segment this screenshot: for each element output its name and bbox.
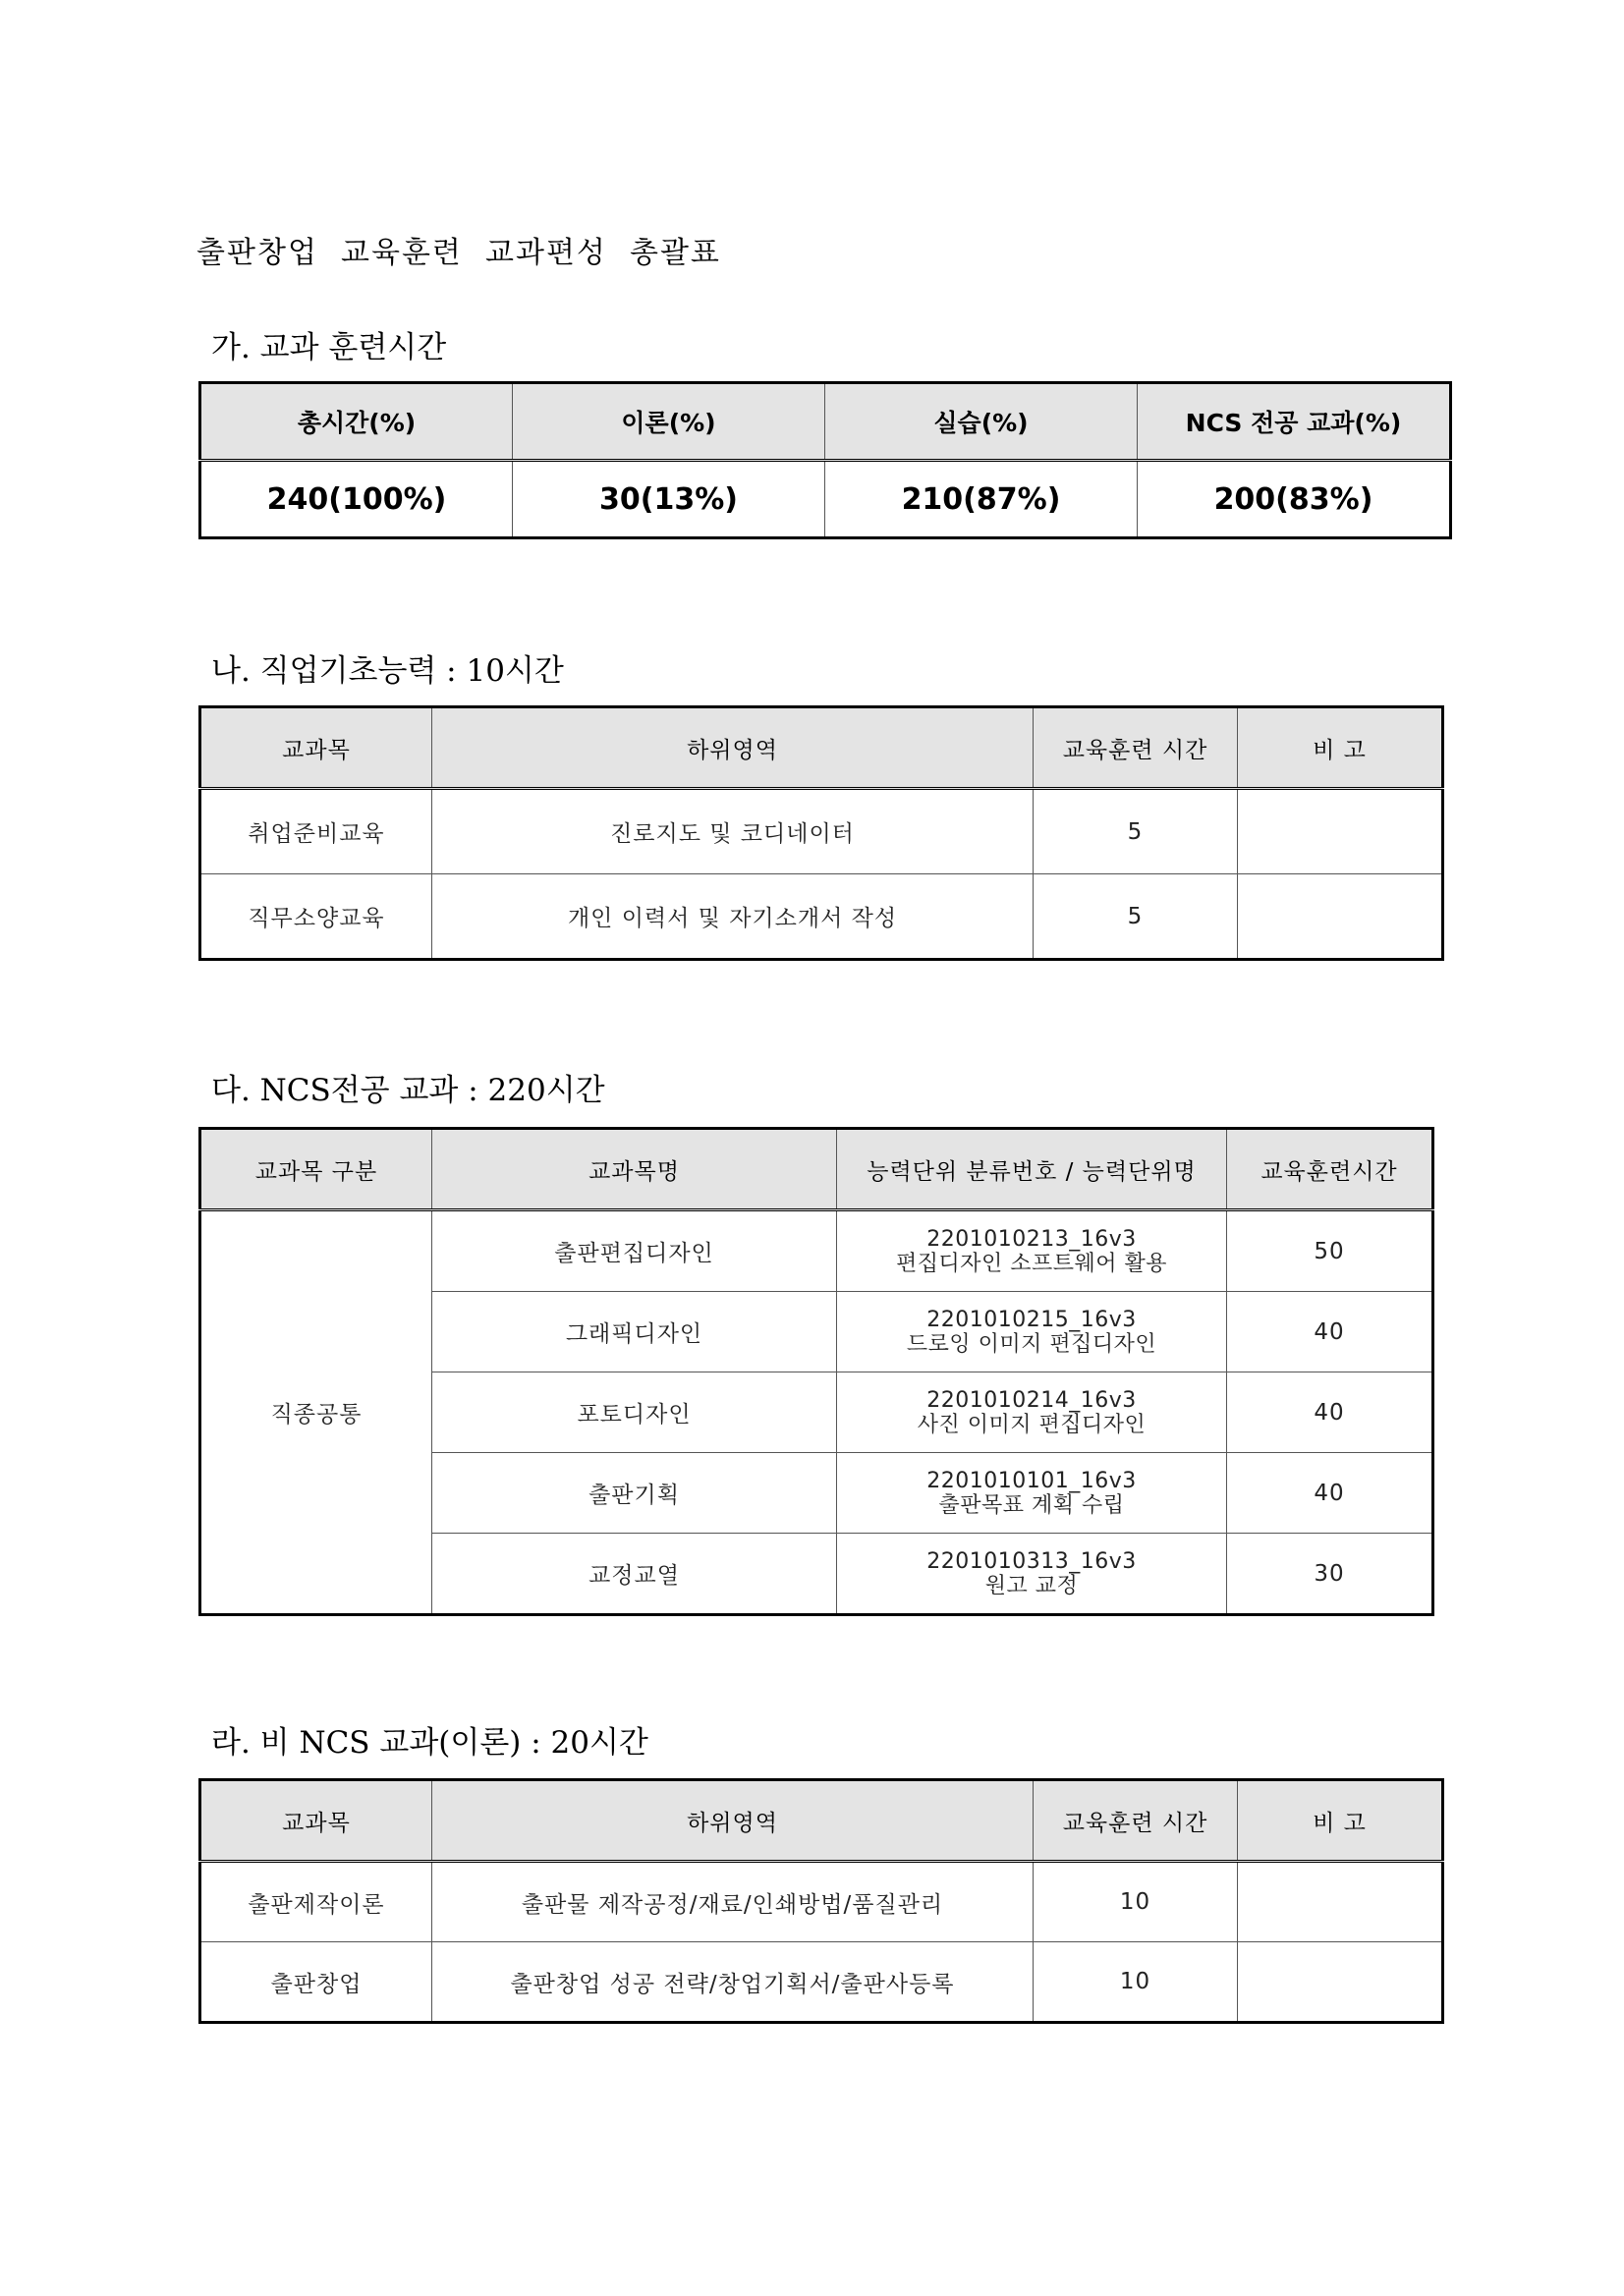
unit-name: 출판목표 계획 수립 xyxy=(938,1492,1125,1518)
value-total-hours: 240(100%) xyxy=(200,461,513,538)
cell-unit xyxy=(837,1534,1227,1615)
cell-hours: 5 xyxy=(1034,874,1238,960)
table-row xyxy=(200,1942,1443,2023)
unit-name: 드로잉 이미지 편집디자인 xyxy=(906,1331,1157,1357)
header-note: 비 고 xyxy=(1238,707,1443,789)
training-hours-table xyxy=(198,381,1452,539)
header-sub-area: 하위영역 xyxy=(432,1780,1034,1862)
header-ncs-major: NCS 전공 교과(%) xyxy=(1138,383,1451,461)
cell-sub-area: 출판창업 성공 전략/창업기획서/출판사등록 xyxy=(432,1942,1034,2023)
section-b-heading: 나. 직업기초능력 : 10시간 xyxy=(211,653,564,689)
table-header-row xyxy=(200,1129,1433,1210)
header-unit-code-name: 능력단위 분류번호 / 능력단위명 xyxy=(837,1129,1227,1210)
cell-hours: 30 xyxy=(1227,1534,1433,1615)
cell-hours: 5 xyxy=(1034,789,1238,874)
value-theory: 30(13%) xyxy=(513,461,825,538)
cell-subject: 직무소양교육 xyxy=(200,874,432,960)
cell-hours: 40 xyxy=(1227,1453,1433,1534)
header-practice: 실습(%) xyxy=(825,383,1138,461)
unit-name: 원고 교정 xyxy=(984,1573,1079,1598)
cell-unit xyxy=(837,1292,1227,1372)
cell-hours: 40 xyxy=(1227,1292,1433,1372)
cell-note xyxy=(1238,789,1443,874)
header-subject: 교과목 xyxy=(200,707,432,789)
cell-subject-name: 포토디자인 xyxy=(432,1372,837,1453)
unit-code: 2201010214_16v3 xyxy=(926,1387,1137,1413)
header-training-hours: 교육훈련 시간 xyxy=(1034,707,1238,789)
cell-unit xyxy=(837,1453,1227,1534)
cell-sub-area: 개인 이력서 및 자기소개서 작성 xyxy=(432,874,1034,960)
header-training-hours: 교육훈련 시간 xyxy=(1034,1780,1238,1862)
cell-subject-name: 교정교열 xyxy=(432,1534,837,1615)
value-ncs-major: 200(83%) xyxy=(1138,461,1451,538)
cell-hours: 10 xyxy=(1034,1862,1238,1942)
table-header-row xyxy=(200,1780,1443,1862)
header-note: 비 고 xyxy=(1238,1780,1443,1862)
section-d-heading: 라. 비 NCS 교과(이론) : 20시간 xyxy=(211,1725,648,1761)
unit-name: 편집디자인 소프트웨어 활용 xyxy=(895,1251,1167,1276)
cell-hours: 40 xyxy=(1227,1372,1433,1453)
cell-sub-area: 진로지도 및 코디네이터 xyxy=(432,789,1034,874)
cell-unit xyxy=(837,1210,1227,1292)
document-title: 출판창업 교육훈련 교과편성 총괄표 xyxy=(196,236,721,270)
cell-note xyxy=(1238,1942,1443,2023)
table-row xyxy=(200,461,1451,538)
unit-code: 2201010213_16v3 xyxy=(926,1226,1137,1252)
cell-subject: 출판제작이론 xyxy=(200,1862,432,1942)
table-row xyxy=(200,789,1443,874)
unit-code: 2201010215_16v3 xyxy=(926,1307,1137,1332)
cell-subject-name: 그래픽디자인 xyxy=(432,1292,837,1372)
cell-hours: 50 xyxy=(1227,1210,1433,1292)
cell-unit xyxy=(837,1372,1227,1453)
cell-note xyxy=(1238,1862,1443,1942)
unit-code: 2201010313_16v3 xyxy=(926,1548,1137,1574)
cell-subject: 출판창업 xyxy=(200,1942,432,2023)
section-c-heading: 다. NCS전공 교과 : 220시간 xyxy=(211,1073,605,1108)
table-header-row xyxy=(200,383,1451,461)
unit-name: 사진 이미지 편집디자인 xyxy=(917,1412,1147,1437)
header-total-hours: 총시간(%) xyxy=(200,383,513,461)
section-a-heading: 가. 교과 훈련시간 xyxy=(211,330,447,365)
cell-note xyxy=(1238,874,1443,960)
basic-competency-table xyxy=(198,705,1444,961)
header-subject-name: 교과목명 xyxy=(432,1129,837,1210)
table-row xyxy=(200,1862,1443,1942)
header-subject: 교과목 xyxy=(200,1780,432,1862)
non-ncs-table xyxy=(198,1778,1444,2024)
header-subject-category: 교과목 구분 xyxy=(200,1129,432,1210)
value-practice: 210(87%) xyxy=(825,461,1138,538)
header-sub-area: 하위영역 xyxy=(432,707,1034,789)
cell-sub-area: 출판물 제작공정/재료/인쇄방법/품질관리 xyxy=(432,1862,1034,1942)
cell-category: 직종공통 xyxy=(200,1210,432,1615)
cell-subject-name: 출판편집디자인 xyxy=(432,1210,837,1292)
header-theory: 이론(%) xyxy=(513,383,825,461)
table-header-row xyxy=(200,707,1443,789)
ncs-major-table xyxy=(198,1127,1434,1616)
unit-code: 2201010101_16v3 xyxy=(926,1468,1137,1493)
table-row xyxy=(200,874,1443,960)
header-training-hours: 교육훈련시간 xyxy=(1227,1129,1433,1210)
cell-subject-name: 출판기획 xyxy=(432,1453,837,1534)
table-row xyxy=(200,1210,1433,1292)
cell-hours: 10 xyxy=(1034,1942,1238,2023)
cell-subject: 취업준비교육 xyxy=(200,789,432,874)
